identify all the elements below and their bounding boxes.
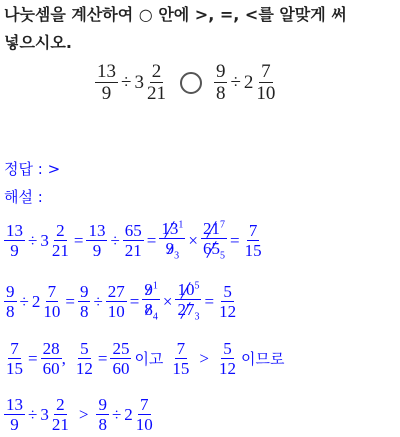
solution-row-1: $\frac{13}{9}$ ÷ 3 $\frac{2}{21}$ = $\frac{13}{9}$ ÷ $\frac{65}{21}$ = 13 $^1$ 9 $_3$ × 21 $^7$ 65 $_5$ = $\frac{7}{15}$ [6,219,262,262]
fraction: $\frac{7}{10}$ [256,61,276,104]
solution-row-3: $\frac{7}{15}$ = $\frac{28}{60}$ , $\frac{5}{12}$ = $\frac{25}{60}$ 이고 $\frac{7}{15}$ > $\frac{5}{12}$ 이므로 [6,339,285,378]
solution-row-2: $\frac{9}{8}$ ÷ 2 $\frac{7}{10}$ = $\frac{9}{8}$ ÷ $\frac{27}{10}$ = 9 $^1$ 8 $_4$ × 10 $^5$ 27 $_3$ = $\frac{5}{12}$ [6,280,237,323]
question-line1: 나눗셈을 계산하여 ○ 안에 >, =, <를 알맞게 써 [4,5,347,24]
blank-circle[interactable] [180,72,202,94]
solution-row-4: $\frac{13}{9}$ ÷ 3 $\frac{2}{21}$ > $\frac{9}{8}$ ÷ 2 $\frac{7}{10}$ [6,395,153,434]
fraction: $\frac{9}{8}$ [215,61,226,104]
solution-label: 해설 : [4,188,43,206]
question-expression: $\frac{13}{9}$ ÷ 3 $\frac{2}{21}$ $\frac{9}{8}$ ÷ 2 $\frac{7}{10}$ [97,61,276,104]
answer-label: 정답 : > [4,160,61,178]
question-line2: 넣으시오. [4,33,72,52]
fraction: $\frac{2}{21}$ [146,61,166,104]
fraction: $\frac{13}{9}$ [97,61,116,104]
